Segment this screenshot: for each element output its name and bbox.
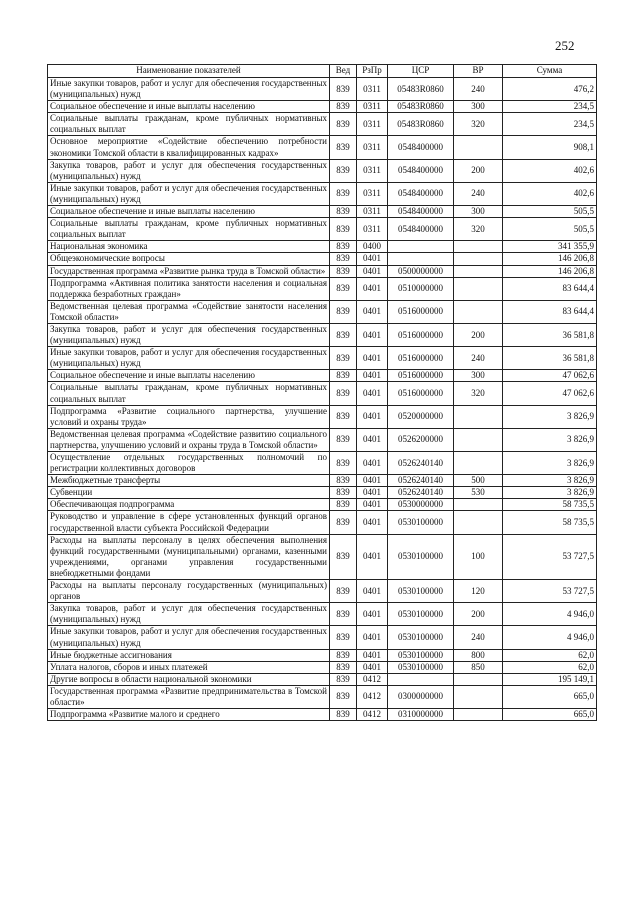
cell-name: Субвенции [48, 487, 330, 499]
cell-sum: 146 206,8 [503, 253, 597, 265]
cell-vr: 100 [454, 534, 503, 579]
cell-name: Ведомственная целевая программа «Содействие занятости населения Томской области» [48, 300, 330, 323]
cell-rzpr: 0401 [357, 649, 388, 661]
cell-name: Социальные выплаты гражданам, кроме публичных нормативных социальных выплат [48, 113, 330, 136]
cell-csr: 0500000000 [388, 265, 454, 277]
cell-rzpr: 0401 [357, 300, 388, 323]
cell-vr: 200 [454, 603, 503, 626]
cell-rzpr: 0412 [357, 685, 388, 708]
table-row [48, 241, 597, 253]
cell-sum: 83 644,4 [503, 300, 597, 323]
cell-ved: 839 [330, 452, 357, 475]
cell-ved: 839 [330, 580, 357, 603]
cell-sum: 476,2 [503, 78, 597, 101]
cell-name: Общеэкономические вопросы [48, 253, 330, 265]
cell-rzpr: 0311 [357, 206, 388, 218]
cell-vr [454, 685, 503, 708]
table-row [48, 113, 597, 136]
cell-sum: 402,6 [503, 182, 597, 205]
cell-ved: 839 [330, 511, 357, 534]
cell-vr [454, 241, 503, 253]
cell-vr [454, 428, 503, 451]
cell-csr: 0526240140 [388, 475, 454, 487]
cell-rzpr: 0401 [357, 511, 388, 534]
cell-sum: 234,5 [503, 113, 597, 136]
cell-ved: 839 [330, 136, 357, 159]
header-ved: Вед [330, 65, 357, 78]
cell-name: Уплата налогов, сборов и иных платежей [48, 661, 330, 673]
cell-ved: 839 [330, 603, 357, 626]
cell-csr: 05483R0860 [388, 78, 454, 101]
cell-name: Ведомственная целевая программа «Содействие развитию социального партнерства, улучшению условий и охраны труда в Томской области» [48, 428, 330, 451]
cell-sum: 58 735,5 [503, 511, 597, 534]
cell-ved: 839 [330, 649, 357, 661]
cell-sum: 341 355,9 [503, 241, 597, 253]
cell-ved: 839 [330, 218, 357, 241]
cell-name: Осуществление отдельных государственных полномочий по регистрации коллективных договоров [48, 452, 330, 475]
table-row [48, 603, 597, 626]
cell-csr: 0516000000 [388, 300, 454, 323]
cell-csr [388, 673, 454, 685]
cell-ved: 839 [330, 709, 357, 721]
table-row [48, 661, 597, 673]
cell-sum: 47 062,6 [503, 382, 597, 405]
cell-rzpr: 0401 [357, 603, 388, 626]
table-row [48, 499, 597, 511]
cell-rzpr: 0401 [357, 253, 388, 265]
cell-csr: 0530000000 [388, 499, 454, 511]
cell-sum: 402,6 [503, 159, 597, 182]
cell-csr: 0530100000 [388, 603, 454, 626]
cell-sum: 3 826,9 [503, 475, 597, 487]
cell-sum: 505,5 [503, 218, 597, 241]
cell-sum: 58 735,5 [503, 499, 597, 511]
cell-vr [454, 673, 503, 685]
header-name: Наименование показателей [48, 65, 330, 78]
cell-name: Социальные выплаты гражданам, кроме публичных нормативных социальных выплат [48, 218, 330, 241]
cell-ved: 839 [330, 300, 357, 323]
cell-rzpr: 0401 [357, 405, 388, 428]
cell-ved: 839 [330, 277, 357, 300]
cell-csr: 0516000000 [388, 382, 454, 405]
table-row [48, 136, 597, 159]
cell-rzpr: 0311 [357, 159, 388, 182]
cell-name: Иные закупки товаров, работ и услуг для обеспечения государственных (муниципальных) нужд [48, 78, 330, 101]
cell-rzpr: 0401 [357, 370, 388, 382]
cell-vr: 300 [454, 370, 503, 382]
table-row [48, 475, 597, 487]
cell-csr: 0548400000 [388, 159, 454, 182]
cell-vr [454, 709, 503, 721]
cell-sum: 665,0 [503, 709, 597, 721]
cell-sum: 4 946,0 [503, 603, 597, 626]
table-row [48, 428, 597, 451]
cell-csr: 0548400000 [388, 136, 454, 159]
cell-csr: 0548400000 [388, 218, 454, 241]
cell-ved: 839 [330, 206, 357, 218]
cell-ved: 839 [330, 534, 357, 579]
cell-csr [388, 241, 454, 253]
cell-rzpr: 0412 [357, 673, 388, 685]
cell-ved: 839 [330, 101, 357, 113]
cell-csr: 05483R0860 [388, 101, 454, 113]
cell-vr: 240 [454, 347, 503, 370]
budget-table [47, 64, 597, 721]
cell-name: Обеспечивающая подпрограмма [48, 499, 330, 511]
cell-name: Основное мероприятие «Содействие обеспечению потребности экономики Томской области в квалифицированных кадрах» [48, 136, 330, 159]
cell-ved: 839 [330, 347, 357, 370]
cell-sum: 3 826,9 [503, 405, 597, 428]
cell-rzpr: 0401 [357, 661, 388, 673]
cell-csr: 0310000000 [388, 709, 454, 721]
cell-ved: 839 [330, 382, 357, 405]
cell-vr [454, 300, 503, 323]
cell-sum: 908,1 [503, 136, 597, 159]
cell-rzpr: 0401 [357, 626, 388, 649]
cell-ved: 839 [330, 253, 357, 265]
cell-csr: 0526200000 [388, 428, 454, 451]
cell-sum: 36 581,8 [503, 347, 597, 370]
cell-name: Закупка товаров, работ и услуг для обеспечения государственных (муниципальных) нужд [48, 603, 330, 626]
cell-sum: 47 062,6 [503, 370, 597, 382]
cell-name: Расходы на выплаты персоналу государственных (муниципальных) органов [48, 580, 330, 603]
page-number: 252 [555, 38, 575, 53]
cell-name: Иные закупки товаров, работ и услуг для обеспечения государственных (муниципальных) нужд [48, 347, 330, 370]
cell-vr: 120 [454, 580, 503, 603]
cell-vr: 300 [454, 101, 503, 113]
cell-rzpr: 0401 [357, 452, 388, 475]
cell-sum: 62,0 [503, 661, 597, 673]
cell-vr [454, 265, 503, 277]
cell-sum: 195 149,1 [503, 673, 597, 685]
cell-ved: 839 [330, 113, 357, 136]
cell-sum: 83 644,4 [503, 277, 597, 300]
cell-vr [454, 136, 503, 159]
cell-sum: 665,0 [503, 685, 597, 708]
cell-csr: 0510000000 [388, 277, 454, 300]
table-row [48, 511, 597, 534]
table-row [48, 347, 597, 370]
cell-ved: 839 [330, 685, 357, 708]
cell-name: Подпрограмма «Развитие малого и среднего [48, 709, 330, 721]
table-row [48, 580, 597, 603]
cell-csr: 0516000000 [388, 370, 454, 382]
cell-sum: 3 826,9 [503, 428, 597, 451]
cell-csr: 0516000000 [388, 323, 454, 346]
cell-rzpr: 0400 [357, 241, 388, 253]
cell-ved: 839 [330, 673, 357, 685]
cell-vr: 240 [454, 182, 503, 205]
table-row [48, 265, 597, 277]
cell-sum: 146 206,8 [503, 265, 597, 277]
cell-vr [454, 511, 503, 534]
cell-csr [388, 253, 454, 265]
cell-ved: 839 [330, 182, 357, 205]
table-row [48, 218, 597, 241]
cell-vr [454, 452, 503, 475]
header-csr: ЦСР [388, 65, 454, 78]
header-sum: Сумма [503, 65, 597, 78]
table-row [48, 709, 597, 721]
table-row [48, 487, 597, 499]
cell-ved: 839 [330, 405, 357, 428]
cell-csr: 0300000000 [388, 685, 454, 708]
cell-vr: 200 [454, 323, 503, 346]
table-row [48, 323, 597, 346]
cell-vr: 200 [454, 159, 503, 182]
cell-csr: 05483R0860 [388, 113, 454, 136]
cell-ved: 839 [330, 475, 357, 487]
cell-sum: 53 727,5 [503, 534, 597, 579]
cell-sum: 505,5 [503, 206, 597, 218]
cell-rzpr: 0401 [357, 475, 388, 487]
cell-rzpr: 0401 [357, 428, 388, 451]
cell-name: Иные бюджетные ассигнования [48, 649, 330, 661]
cell-vr: 800 [454, 649, 503, 661]
cell-vr [454, 499, 503, 511]
cell-rzpr: 0401 [357, 382, 388, 405]
table-row [48, 673, 597, 685]
cell-name: Подпрограмма «Развитие социального партнерства, улучшение условий и охраны труда» [48, 405, 330, 428]
cell-csr: 0530100000 [388, 649, 454, 661]
cell-vr: 530 [454, 487, 503, 499]
cell-vr: 240 [454, 78, 503, 101]
cell-sum: 4 946,0 [503, 626, 597, 649]
cell-csr: 0526240140 [388, 487, 454, 499]
table-row [48, 685, 597, 708]
cell-rzpr: 0401 [357, 277, 388, 300]
cell-csr: 0516000000 [388, 347, 454, 370]
cell-name: Социальные выплаты гражданам, кроме публичных нормативных социальных выплат [48, 382, 330, 405]
cell-csr: 0530100000 [388, 511, 454, 534]
header-rzpr: РзПр [357, 65, 388, 78]
table-row [48, 626, 597, 649]
cell-name: Другие вопросы в области национальной экономики [48, 673, 330, 685]
cell-name: Национальная экономика [48, 241, 330, 253]
cell-vr: 320 [454, 218, 503, 241]
cell-sum: 62,0 [503, 649, 597, 661]
cell-vr: 240 [454, 626, 503, 649]
cell-vr: 850 [454, 661, 503, 673]
cell-name: Руководство и управление в сфере установленных функций органов государственной власти субъекта Российской Федерации [48, 511, 330, 534]
cell-csr: 0530100000 [388, 534, 454, 579]
cell-name: Закупка товаров, работ и услуг для обеспечения государственных (муниципальных) нужд [48, 159, 330, 182]
cell-rzpr: 0401 [357, 347, 388, 370]
cell-csr: 0548400000 [388, 182, 454, 205]
cell-name: Иные закупки товаров, работ и услуг для обеспечения государственных (муниципальных) нужд [48, 626, 330, 649]
cell-vr: 320 [454, 382, 503, 405]
table-row [48, 300, 597, 323]
cell-ved: 839 [330, 499, 357, 511]
table-row [48, 101, 597, 113]
table-row [48, 182, 597, 205]
table-row [48, 277, 597, 300]
table-row [48, 452, 597, 475]
cell-rzpr: 0401 [357, 265, 388, 277]
table-row [48, 649, 597, 661]
cell-csr: 0548400000 [388, 206, 454, 218]
cell-name: Иные закупки товаров, работ и услуг для обеспечения государственных (муниципальных) нужд [48, 182, 330, 205]
cell-vr [454, 277, 503, 300]
cell-csr: 0526240140 [388, 452, 454, 475]
cell-rzpr: 0311 [357, 218, 388, 241]
cell-sum: 3 826,9 [503, 452, 597, 475]
cell-ved: 839 [330, 626, 357, 649]
cell-name: Межбюджетные трансферты [48, 475, 330, 487]
cell-vr: 300 [454, 206, 503, 218]
table-row [48, 253, 597, 265]
cell-sum: 36 581,8 [503, 323, 597, 346]
cell-ved: 839 [330, 265, 357, 277]
cell-csr: 0530100000 [388, 626, 454, 649]
cell-sum: 234,5 [503, 101, 597, 113]
table-row [48, 159, 597, 182]
cell-name: Социальное обеспечение и иные выплаты населению [48, 370, 330, 382]
cell-vr [454, 253, 503, 265]
cell-ved: 839 [330, 323, 357, 346]
table-row [48, 206, 597, 218]
cell-name: Социальное обеспечение и иные выплаты населению [48, 206, 330, 218]
cell-ved: 839 [330, 78, 357, 101]
cell-name: Государственная программа «Развитие предпринимательства в Томской области» [48, 685, 330, 708]
table-row [48, 382, 597, 405]
cell-rzpr: 0401 [357, 323, 388, 346]
cell-name: Социальное обеспечение и иные выплаты населению [48, 101, 330, 113]
cell-rzpr: 0401 [357, 499, 388, 511]
cell-csr: 0530100000 [388, 661, 454, 673]
cell-name: Расходы на выплаты персоналу в целях обеспечения выполнения функций государственными (муниципальными) органами, казенными учреждениями, органами управления государственными внебюджетными фондами [48, 534, 330, 579]
table-row [48, 405, 597, 428]
cell-sum: 3 826,9 [503, 487, 597, 499]
table-row [48, 370, 597, 382]
cell-vr: 320 [454, 113, 503, 136]
header-vr: ВР [454, 65, 503, 78]
cell-rzpr: 0311 [357, 78, 388, 101]
cell-rzpr: 0311 [357, 182, 388, 205]
cell-rzpr: 0401 [357, 487, 388, 499]
cell-vr [454, 405, 503, 428]
cell-name: Государственная программа «Развитие рынка труда в Томской области» [48, 265, 330, 277]
cell-rzpr: 0401 [357, 580, 388, 603]
table-row [48, 78, 597, 101]
cell-ved: 839 [330, 159, 357, 182]
cell-name: Подпрограмма «Активная политика занятости населения и социальная поддержка безработных граждан» [48, 277, 330, 300]
cell-ved: 839 [330, 370, 357, 382]
table-row [48, 534, 597, 579]
cell-rzpr: 0401 [357, 534, 388, 579]
cell-sum: 53 727,5 [503, 580, 597, 603]
cell-rzpr: 0311 [357, 113, 388, 136]
cell-rzpr: 0311 [357, 136, 388, 159]
cell-ved: 839 [330, 661, 357, 673]
cell-ved: 839 [330, 487, 357, 499]
cell-name: Закупка товаров, работ и услуг для обеспечения государственных (муниципальных) нужд [48, 323, 330, 346]
cell-vr: 500 [454, 475, 503, 487]
cell-rzpr: 0412 [357, 709, 388, 721]
table-header-row [48, 65, 597, 78]
cell-csr: 0530100000 [388, 580, 454, 603]
table-body [48, 78, 597, 721]
cell-ved: 839 [330, 241, 357, 253]
cell-rzpr: 0311 [357, 101, 388, 113]
cell-csr: 0520000000 [388, 405, 454, 428]
cell-ved: 839 [330, 428, 357, 451]
